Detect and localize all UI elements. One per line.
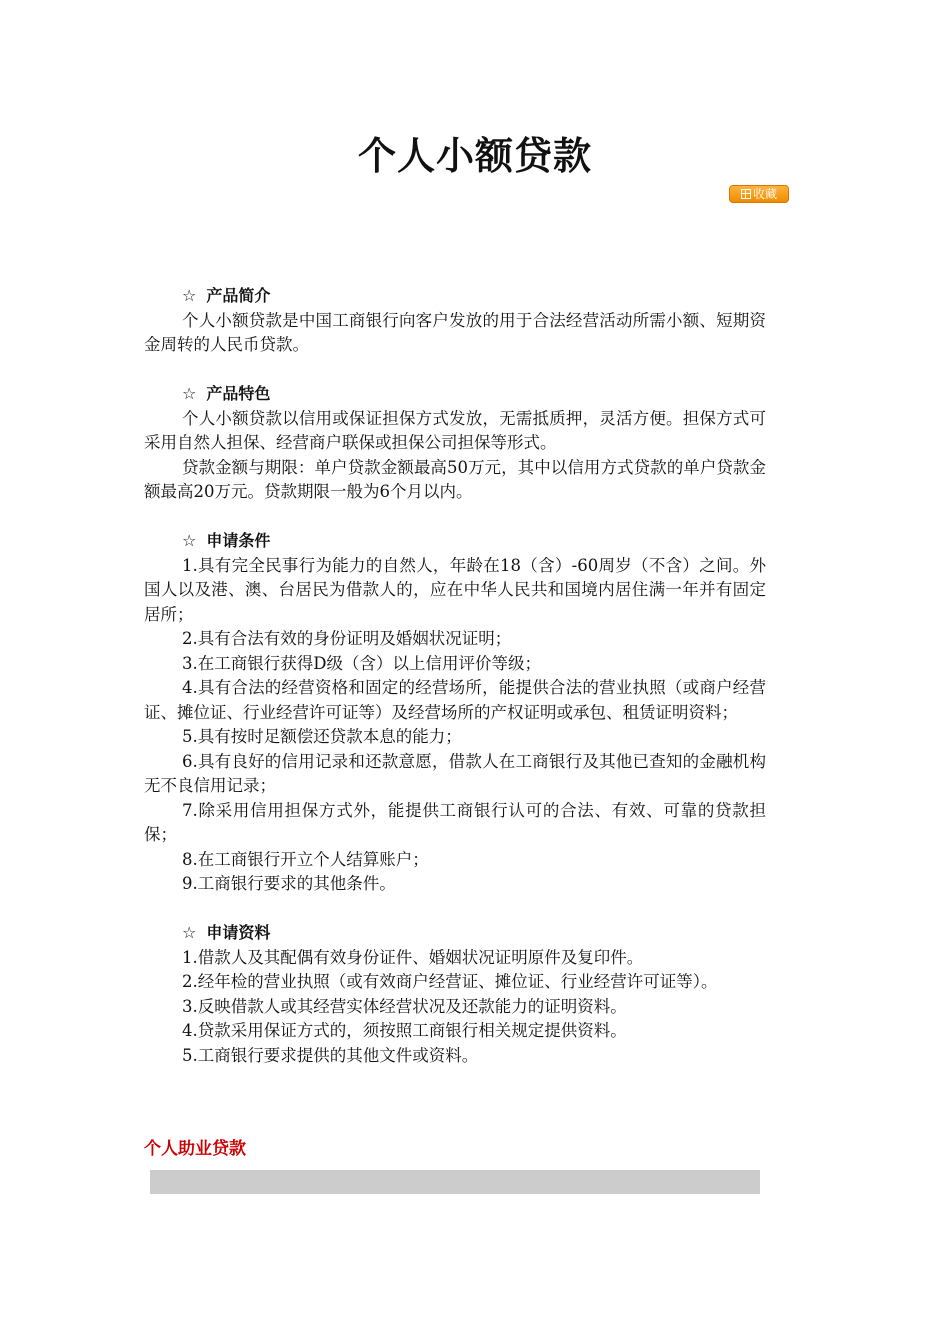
list-item: 9.工商银行要求的其他条件。 xyxy=(182,874,396,893)
list-item: 5.具有按时足额偿还贷款本息的能力； xyxy=(182,727,462,746)
list-item: 4.贷款采用保证方式的，须按照工商银行相关规定提供资料。 xyxy=(182,1021,627,1040)
list-item: 5.工商银行要求提供的其他文件或资料。 xyxy=(182,1045,479,1065)
list-item: 1.借款人及其配偶有效身份证件、婚姻状况证明原件及复印件。 xyxy=(182,947,644,967)
star-icon: ☆ xyxy=(182,923,197,942)
section-application-materials xyxy=(144,921,766,1068)
page-title: 个人小额贷款 xyxy=(357,133,592,178)
list-item: 2.具有合法有效的身份证明及婚姻状况证明； xyxy=(182,629,512,648)
list-item: 4.具有合法的经营资格和固定的经营场所，能提供合法的营业执照（或商户经营证、摊位证、行业经营许可证等）及经营场所的产权证明或承包、租赁证明资料； xyxy=(144,678,766,722)
section-product-intro xyxy=(144,284,766,358)
grid-icon xyxy=(741,189,751,199)
list-item: 2.经年检的营业执照（或有效商户经营证、摊位证、行业经营许可证等）。 xyxy=(182,972,718,991)
section-heading: ☆ 申请条件 xyxy=(182,531,271,550)
list-item: 8.在工商银行开立个人结算账户； xyxy=(182,849,429,869)
section-product-features xyxy=(144,382,766,505)
divider-bar xyxy=(150,1170,760,1194)
list-item: 6.具有良好的信用记录和还款意愿，借款人在工商银行及其他已查知的金融机构无不良信用记录； xyxy=(144,751,766,795)
list-item: 7.除采用信用担保方式外，能提供工商银行认可的合法、有效、可靠的贷款担保； xyxy=(144,800,766,844)
section-heading: ☆ 产品简介 xyxy=(182,286,271,305)
list-item: 1.具有完全民事行为能力的自然人，年龄在18（含）-60周岁（不含）之间。外国人以及港、澳、台居民为借款人的，应在中华人民共和国境内居住满一年并有固定居所； xyxy=(144,555,766,624)
section-heading: ☆ 申请资料 xyxy=(182,923,271,942)
list-item: 3.反映借款人或其经营实体经营状况及还款能力的证明资料。 xyxy=(182,996,627,1016)
favorite-button-label: 收藏 xyxy=(752,187,777,201)
article-body xyxy=(144,284,766,1093)
section-heading: ☆ 产品特色 xyxy=(182,384,271,403)
paragraph: 个人小额贷款是中国工商银行向客户发放的用于合法经营活动所需小额、短期资金周转的人民币贷款。 xyxy=(144,310,766,354)
section-application-conditions xyxy=(144,529,766,897)
paragraph: 贷款金额与期限：单户贷款金额最高50万元，其中以信用方式贷款的单户贷款金额最高20万元。贷款期限一般为6个月以内。 xyxy=(144,457,766,501)
related-link[interactable]: 个人助业贷款 xyxy=(144,1139,246,1159)
star-icon: ☆ xyxy=(182,384,197,403)
favorite-button[interactable] xyxy=(729,185,789,203)
paragraph: 个人小额贷款以信用或保证担保方式发放，无需抵质押，灵活方便。担保方式可采用自然人担保、经营商户联保或担保公司担保等形式。 xyxy=(144,408,766,452)
star-icon: ☆ xyxy=(182,286,197,305)
list-item: 3.在工商银行获得D级（含）以上信用评价等级； xyxy=(182,653,541,673)
star-icon: ☆ xyxy=(182,531,197,550)
